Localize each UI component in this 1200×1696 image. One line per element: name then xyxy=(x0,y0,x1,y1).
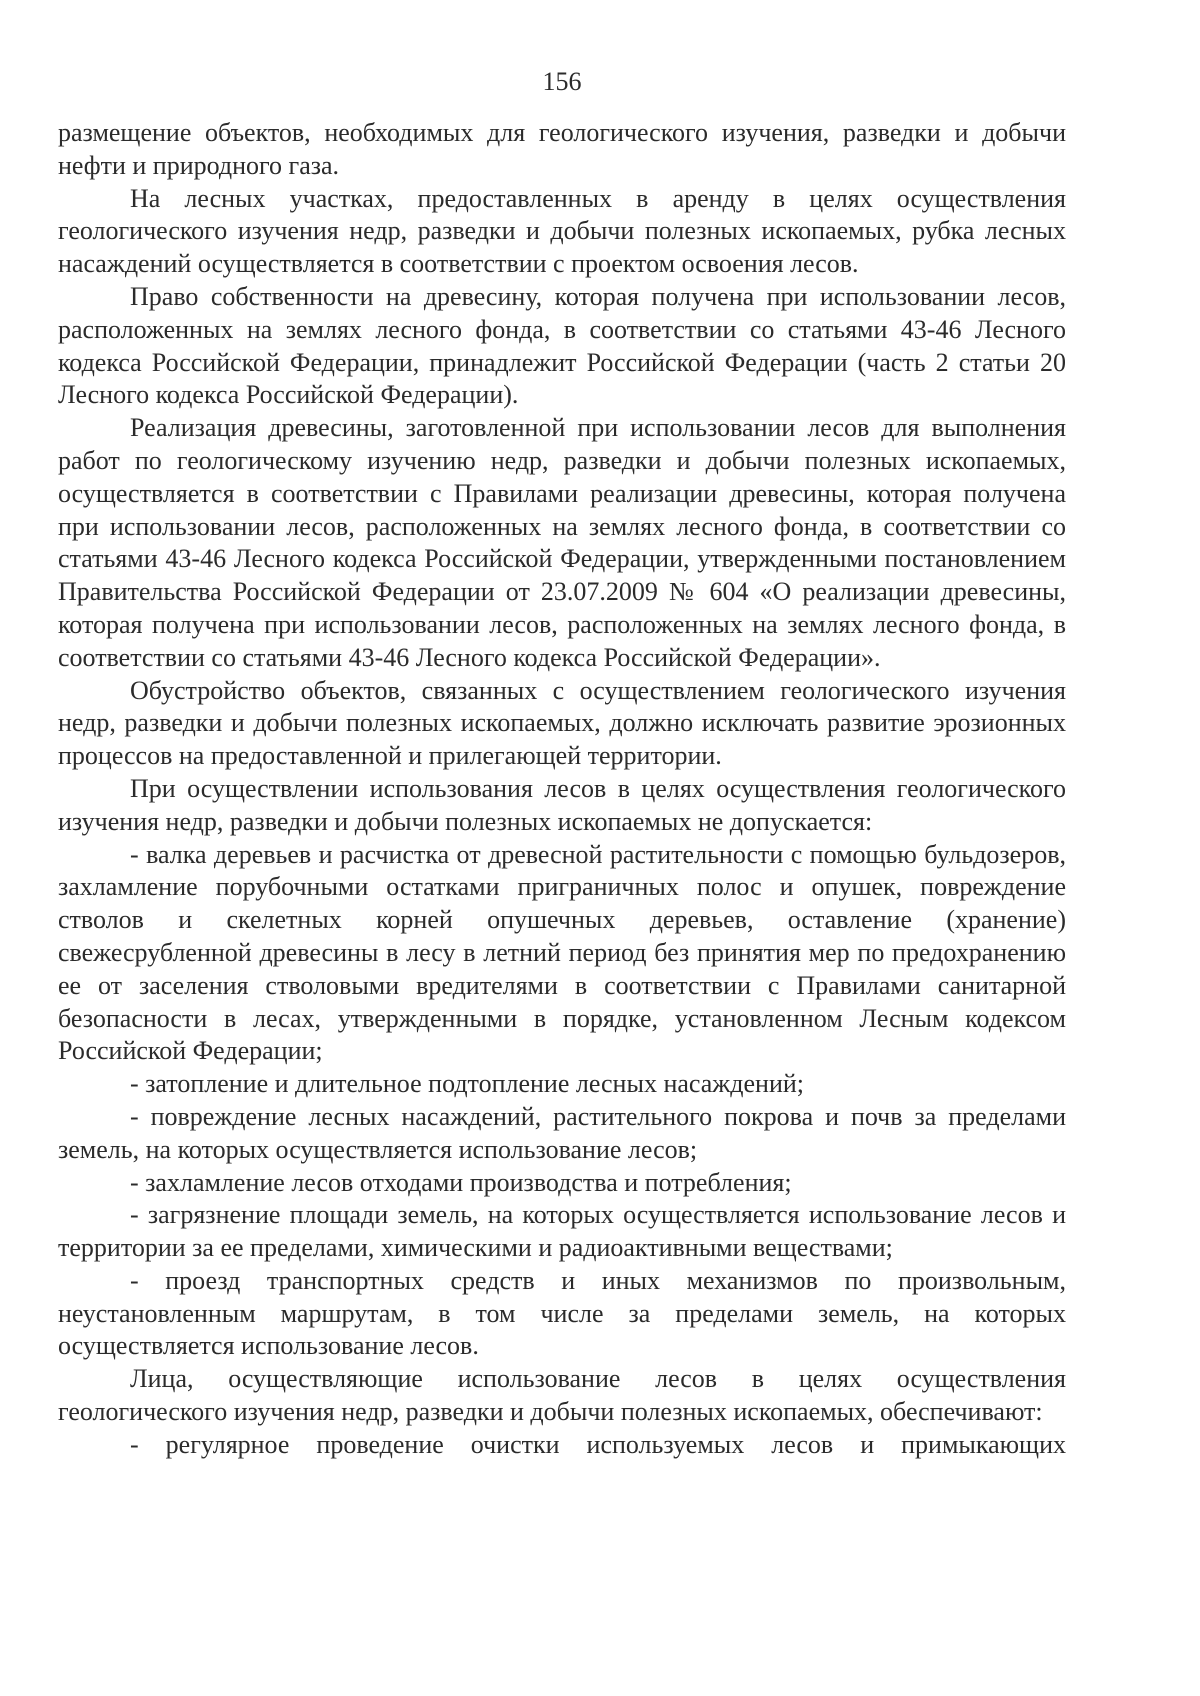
paragraph-wood-sale: Реализация древесины, заготовленной при использовании лесов для выполнения работ по геологическому изучению недр, разведки и добычи полезных ископаемых, осуществляется в соответствии с Правилами реализации древесины, которая получена при использовании лесов, расположенных на землях лесного фонда, в соответствии со статьями 43-46 Лесного кодекса Российской Федерации, утвержденными постановлением Правительства Российской Федерации от 23.07.2009 № 604 «О реализации древесины, которая получена при использовании лесов, расположенных на землях лесного фонда, в соответствии со статьями 43-46 Лесного кодекса Российской Федерации». xyxy=(58,413,1066,672)
paragraph-tree-felling: На лесных участках, предоставленных в аренду в целях осуществления геологического изучения недр, разведки и добычи полезных ископаемых, рубка лесных насаждений осуществляется в соответствии с проектом освоения лесов. xyxy=(58,183,1066,279)
document-body xyxy=(58,117,1066,1462)
paragraph-prohibitions-intro: При осуществлении использования лесов в целях осуществления геологического изучения недр, разведки и добычи полезных ископаемых не допускается: xyxy=(58,773,1066,836)
list-item: - загрязнение площади земель, на которых осуществляется использование лесов и территории за ее пределами, химическими и радиоактивными веществами; xyxy=(58,1200,1066,1263)
paragraph-obligations-intro: Лица, осуществляющие использование лесов в целях осуществления геологического изучения недр, разведки и добычи полезных ископаемых, обеспечивают: xyxy=(58,1364,1066,1427)
list-item: - затопление и длительное подтопление лесных насаждений; xyxy=(130,1069,804,1099)
list-item: - валка деревьев и расчистка от древесной растительности с помощью бульдозеров, захламление порубочными остатками приграничных полос и опушек, повреждение стволов и скелетных корней опушечных деревьев, оставление (хранение) свежесрубленной древесины в лесу в летний период без принятия мер по предохранению ее от заселения стволовыми вредителями в соответствии с Правилами санитарной безопасности в лесах, утвержденными в порядке, установленном Лесным кодексом Российской Федерации; xyxy=(58,839,1066,1066)
list-item: - проезд транспортных средств и иных механизмов по произвольным, неустановленным маршрутам, в том числе за пределами земель, на которых осуществляется использование лесов. xyxy=(58,1265,1066,1361)
list-item: - повреждение лесных насаждений, растительного покрова и почв за пределами земель, на которых осуществляется использование лесов; xyxy=(58,1101,1066,1164)
paragraph-continuation: размещение объектов, необходимых для геологического изучения, разведки и добычи нефти и природного газа. xyxy=(58,118,1066,180)
paragraph-wood-ownership: Право собственности на древесину, которая получена при использовании лесов, расположенных на землях лесного фонда, в соответствии со статьями 43-46 Лесного кодекса Российской Федерации, принадлежит Российской Федерации (часть 2 статьи 20 Лесного кодекса Российской Федерации). xyxy=(58,281,1066,410)
page-number: 156 xyxy=(542,67,582,96)
list-item: - захламление лесов отходами производства и потребления; xyxy=(130,1167,792,1197)
paragraph-erosion: Обустройство объектов, связанных с осуществлением геологического изучения недр, разведки и добычи полезных ископаемых, должно исключать развитие эрозионных процессов на предоставленной и прилегающей территории. xyxy=(58,675,1066,771)
list-item: - регулярное проведение очистки используемых лесов и примыкающих xyxy=(130,1429,1066,1459)
document-page xyxy=(58,0,1066,1696)
